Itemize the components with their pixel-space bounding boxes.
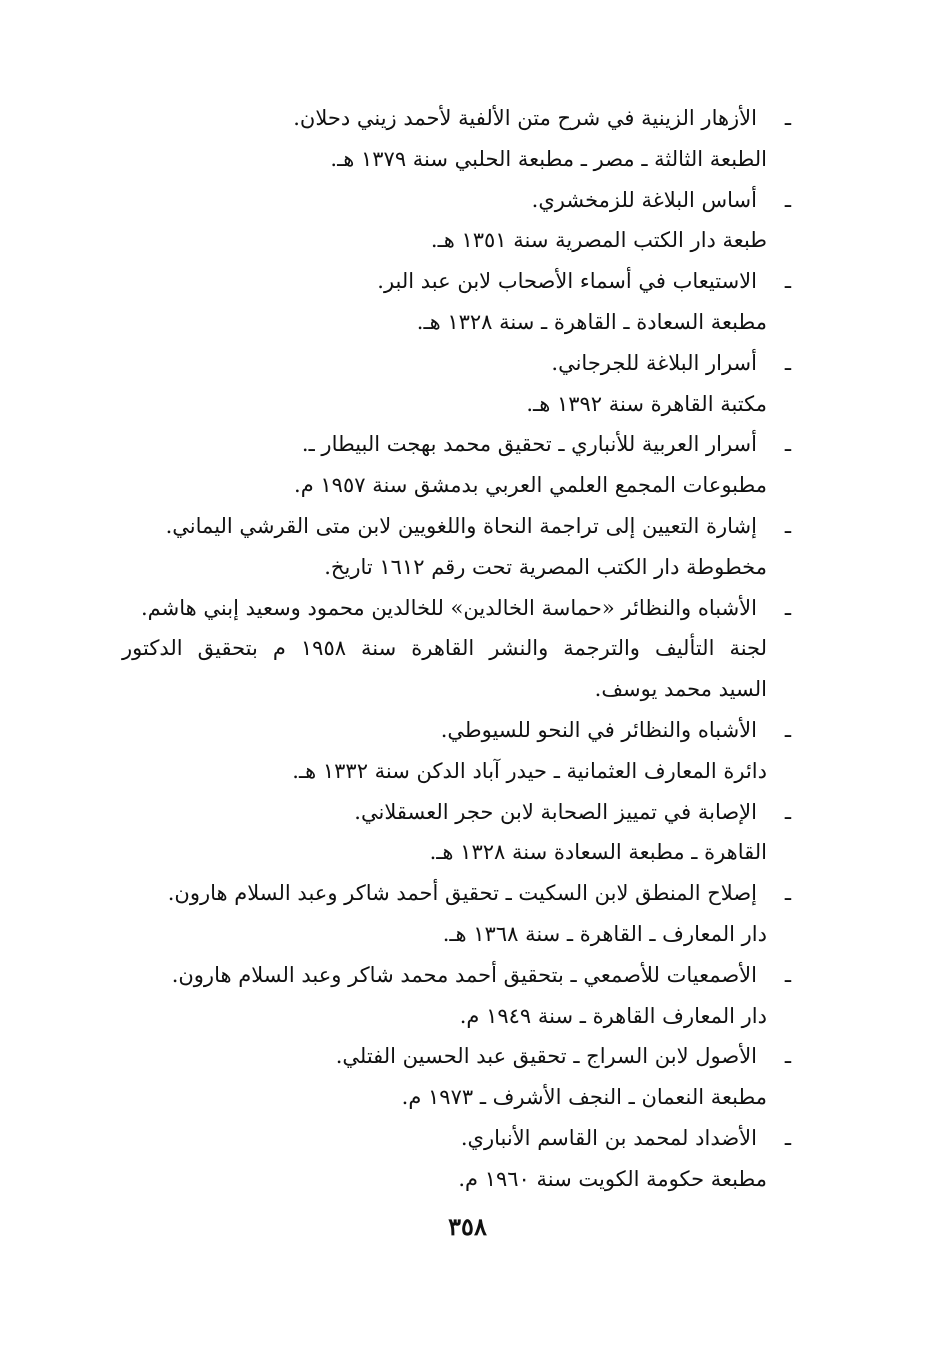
entry-title: ـ إشارة التعيين إلى تراجمة النحاة واللغويين لابن متى القرشي اليماني. <box>122 506 767 547</box>
entry-dash: ـ <box>784 187 791 212</box>
entry-dash: ـ <box>784 269 791 294</box>
entry-dash: ـ <box>784 432 791 457</box>
entry-title: ـ الأشباه والنظائر في النحو للسيوطي. <box>122 710 767 751</box>
entry-dash: ـ <box>784 513 791 538</box>
entry-title: ـ أسرار العربية للأنباري ـ تحقيق محمد بهجت البيطار ـ. <box>122 424 767 465</box>
entry-dash: ـ <box>784 962 791 987</box>
entry-details: مطبعة حكومة الكويت سنة ١٩٦٠ م. <box>458 1166 767 1191</box>
entry-title: ـ الإصابة في تمييز الصحابة لابن حجر العسقلاني. <box>122 792 767 833</box>
entry-details: مطبعة النعمان ـ النجف الأشرف ـ ١٩٧٣ م. <box>401 1085 767 1110</box>
entry-details: دائرة المعارف العثمانية ـ حيدر آباد الدكن سنة ١٣٣٢ هـ. <box>292 758 767 783</box>
entry-title: ـ إصلاح المنطق لابن السكيت ـ تحقيق أحمد شاكر وعبد السلام هارون. <box>122 873 767 914</box>
entry-details-continued: السيد محمد يوسف. <box>594 677 767 702</box>
entry-title: ـ الاستيعاب في أسماء الأصحاب لابن عبد البر. <box>122 261 767 302</box>
entry-title: ـ أساس البلاغة للزمخشري. <box>122 180 767 221</box>
entry-title: ـ الأزهار الزينية في شرح متن الألفية لأحمد زيني دحلان. <box>122 98 767 139</box>
entry-title: ـ أسرار البلاغة للجرجاني. <box>122 343 767 384</box>
entry-dash: ـ <box>784 595 791 620</box>
entry-details: دار المعارف القاهرة ـ سنة ١٩٤٩ م. <box>459 1003 767 1028</box>
entry-title: ـ الأصمعيات للأصمعي ـ بتحقيق أحمد محمد شاكر وعبد السلام هارون. <box>122 955 767 996</box>
entry-details: القاهرة ـ مطبعة السعادة سنة ١٣٢٨ هـ. <box>429 840 767 865</box>
entry-title: ـ الأضداد لمحمد بن القاسم الأنباري. <box>122 1118 767 1159</box>
bibliography-list <box>122 98 791 1200</box>
entry-title: ـ الأشباه والنظائر «حماسة الخالدين» للخالدين محمود وسعيد إبني هاشم. <box>122 588 767 629</box>
entry-dash: ـ <box>784 1044 791 1069</box>
entry-details: الطبعة الثالثة ـ مصر ـ مطبعة الحلبي سنة ١٣٧٩ هـ. <box>330 146 767 171</box>
entry-details: مطبوعات المجمع العلمي العربي بدمشق سنة ١٩٥٧ م. <box>294 473 767 498</box>
entry-details: لجنة التأليف والترجمة والنشر القاهرة سنة ١٩٥٨ م بتحقيق الدكتور <box>122 636 767 661</box>
entry-dash: ـ <box>784 350 791 375</box>
entry-dash: ـ <box>784 1125 791 1150</box>
entry-dash: ـ <box>784 717 791 742</box>
entry-details: مطبعة السعادة ـ القاهرة ـ سنة ١٣٢٨ هـ. <box>416 309 767 334</box>
entry-dash: ـ <box>784 799 791 824</box>
entry-details: طبعة دار الكتب المصرية سنة ١٣٥١ هـ. <box>430 228 767 253</box>
entry-dash: ـ <box>784 881 791 906</box>
entry-details: مكتبة القاهرة سنة ١٣٩٢ هـ. <box>526 391 767 416</box>
entry-details: مخطوطة دار الكتب المصرية تحت رقم ١٦١٢ تاريخ. <box>324 554 767 579</box>
entry-title: ـ الأصول لابن السراج ـ تحقيق عبد الحسين الفتلي. <box>122 1036 767 1077</box>
entry-dash: ـ <box>784 106 791 130</box>
page-number: ٣٥٨ <box>448 1212 487 1241</box>
entry-details: دار المعارف ـ القاهرة ـ سنة ١٣٦٨ هـ. <box>442 921 767 946</box>
